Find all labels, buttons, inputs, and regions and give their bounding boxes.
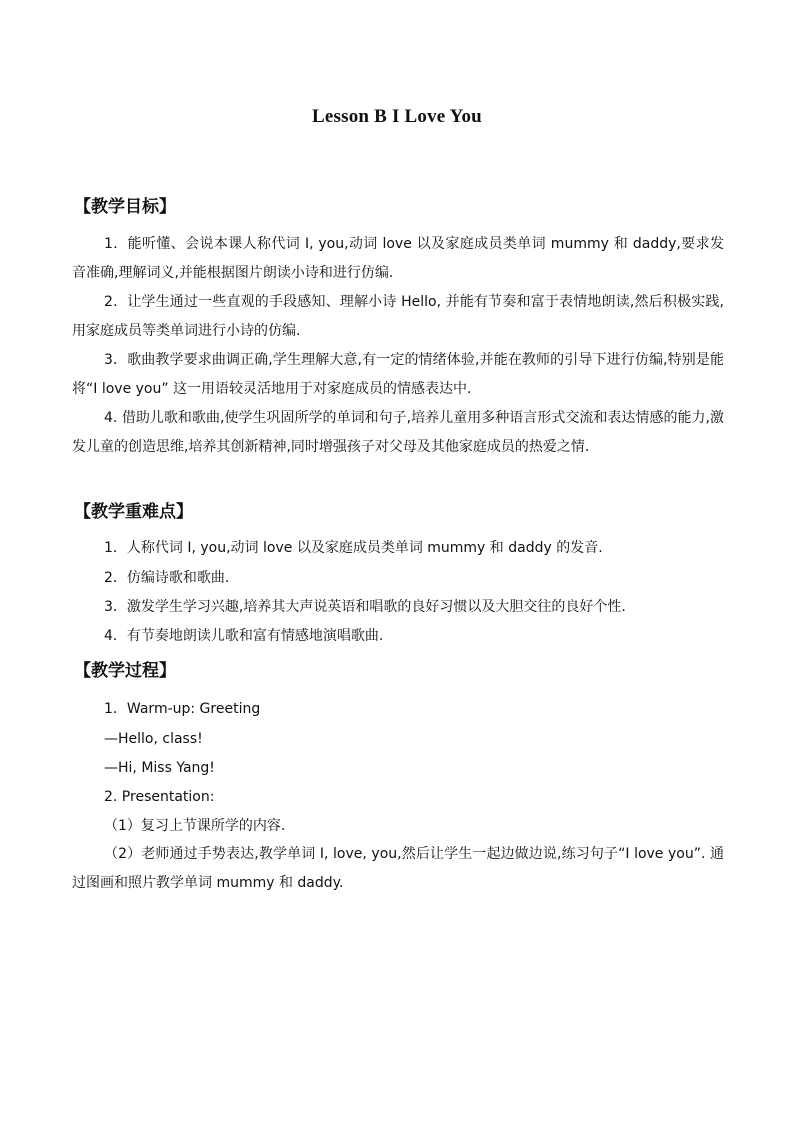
key-points-heading: 【教学重难点】 [74,502,193,522]
objective-item-3: 3．歌曲教学要求曲调正确,学生理解大意,有一定的情绪体验,并能在教师的引导下进行仿编,特别是能将“I love you” 这一用语较灵活地用于对家庭成员的情感表达中. [72,352,724,397]
presentation-sub-1: （1）复习上节课所学的内容. [104,818,286,834]
objective-item-1: 1．能听懂、会说本课人称代词 I, you,动词 love 以及家庭成员类单词 mummy 和 daddy,要求发音准确,理解词义,并能根据图片朗读小诗和进行仿编. [72,236,724,281]
key-point-item-4: 4．有节奏地朗读儿歌和富有情感地演唱歌曲. [104,628,384,644]
presentation-sub-2: （2）老师通过手势表达,教学单词 I, love, you,然后让学生一起边做边说,练习句子“I love you”. 通过图画和照片教学单词 mummy 和 daddy. [72,846,724,891]
objectives-heading: 【教学目标】 [74,197,176,217]
process-step-presentation: 2. Presentation: [104,789,215,805]
objective-item-4: 4. 借助儿歌和歌曲,使学生巩固所学的单词和句子,培养儿童用多种语言形式交流和表达情感的能力,激发儿童的创造思维,培养其创新精神,同时增强孩子对父母及其他家庭成员的热爱之情. [72,410,724,455]
key-point-item-2: 2．仿编诗歌和歌曲. [104,570,230,586]
process-heading: 【教学过程】 [74,661,176,681]
key-point-item-3: 3．激发学生学习兴趣,培养其大声说英语和唱歌的良好习惯以及大胆交往的良好个性. [104,599,626,615]
page-title: Lesson B I Love You [312,106,482,127]
dialog-line-2: —Hi, Miss Yang! [104,760,215,776]
key-point-item-1: 1．人称代词 I, you,动词 love 以及家庭成员类单词 mummy 和 daddy 的发音. [104,540,603,556]
dialog-line-1: —Hello, class! [104,731,203,747]
process-step-warmup: 1．Warm-up: Greeting [104,701,261,717]
objective-item-2: 2．让学生通过一些直观的手段感知、理解小诗 Hello, 并能有节奏和富于表情地朗读,然后积极实践,用家庭成员等类单词进行小诗的仿编. [72,294,724,339]
